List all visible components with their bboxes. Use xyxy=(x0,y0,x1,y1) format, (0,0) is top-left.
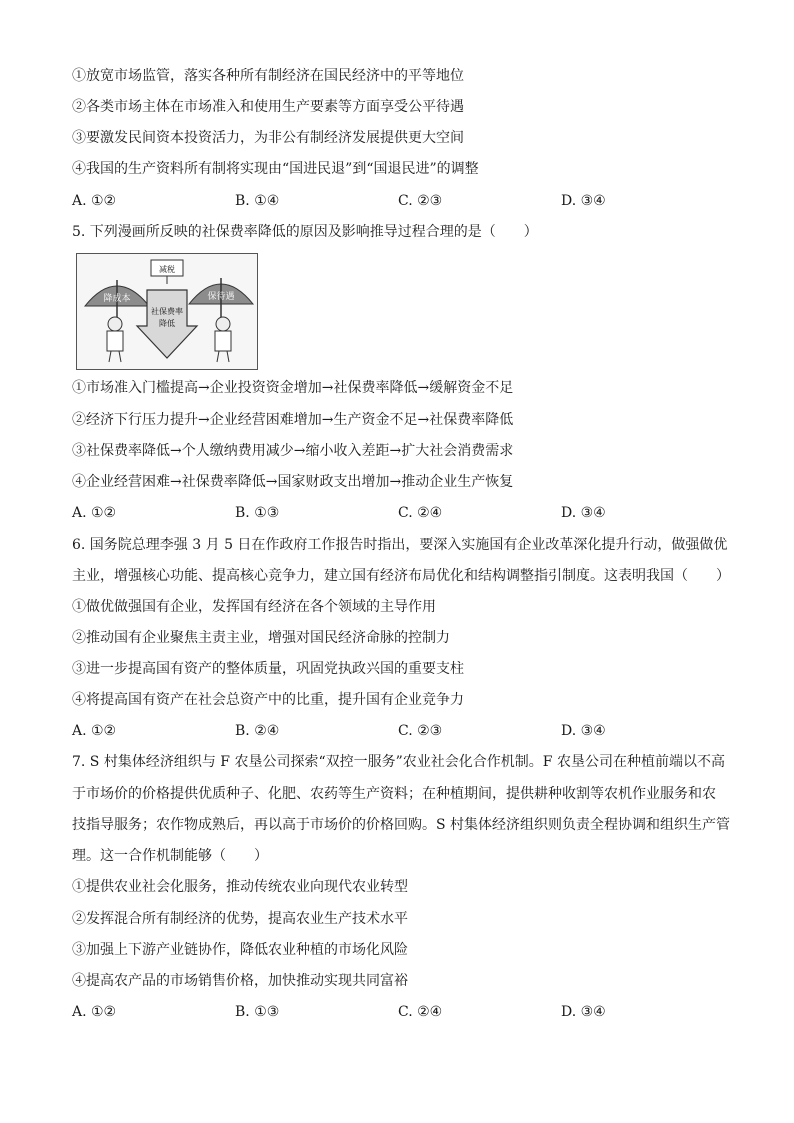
q5-option-3: ③社保费率降低→个人缴纳费用减少→缩小收入差距→扩大社会消费需求 xyxy=(72,443,514,459)
q6-option-1: ①做优做强国有企业，发挥国有经济在各个领域的主导作用 xyxy=(72,599,436,615)
q7-option-4: ④提高农产品的市场销售价格，加快推动实现共同富裕 xyxy=(72,973,408,989)
q5-option-1: ①市场准入门槛提高→企业投资资金增加→社保费率降低→缓解资金不足 xyxy=(72,380,514,396)
left-person-body-icon xyxy=(107,331,123,351)
q5-cartoon xyxy=(76,253,258,370)
q4-choice-a[interactable]: A. ①② xyxy=(72,193,117,209)
sign-label: 减税 xyxy=(159,265,175,274)
q5-choice-b[interactable]: B. ①③ xyxy=(235,505,280,521)
q5-choice-a[interactable]: A. ①② xyxy=(72,505,117,521)
q5-choice-c[interactable]: C. ②④ xyxy=(398,505,443,521)
q7-stem-line-4: 理。这一合作机制能够（ ） xyxy=(72,848,268,864)
right-umbrella-label: 保待遇 xyxy=(207,292,235,302)
q6-option-3: ③进一步提高国有资产的整体质量，巩固党执政兴国的重要支柱 xyxy=(72,661,464,677)
q7-choice-d[interactable]: D. ③④ xyxy=(561,1004,606,1020)
q6-stem-line-2: 主业，增强核心功能、提高核心竞争力，建立国有经济布局优化和结构调整指引制度。这表明我国（ ） xyxy=(72,568,730,584)
q5-choices xyxy=(72,503,732,523)
q4-choice-d[interactable]: D. ③④ xyxy=(561,193,606,209)
q7-choice-a[interactable]: A. ①② xyxy=(72,1004,117,1020)
q5-stem: 5. 下列漫画所反映的社保费率降低的原因及影响推导过程合理的是（ ） xyxy=(72,224,538,240)
arrow-label-2: 降低 xyxy=(159,319,175,328)
q5-option-2: ②经济下行压力提升→企业经营困难增加→生产资金不足→社保费率降低 xyxy=(72,412,514,428)
q4-choice-c[interactable]: C. ②③ xyxy=(398,193,443,209)
q4-option-2: ②各类市场主体在市场准入和使用生产要素等方面享受公平待遇 xyxy=(72,99,464,115)
q7-option-3: ③加强上下游产业链协作，降低农业种植的市场化风险 xyxy=(72,942,408,958)
q4-choices xyxy=(72,191,732,211)
left-person-head-icon xyxy=(108,317,122,331)
q4-option-3: ③要激发民间资本投资活力，为非公有制经济发展提供更大空间 xyxy=(72,130,464,146)
q7-stem-line-1: 7. S 村集体经济组织与 F 农垦公司探索“双控一服务”农业社会化合作机制。F 农垦公司在种植前端以不高 xyxy=(72,754,725,770)
q7-option-2: ②发挥混合所有制经济的优势，提高农业生产技术水平 xyxy=(72,911,408,927)
arrow-label-1: 社保费率 xyxy=(151,307,183,316)
q7-stem-line-3: 技指导服务；农作物成熟后，再以高于市场价的价格回购。S 村集体经济组织则负责全程协调和组织生产管 xyxy=(72,817,731,833)
q7-choices xyxy=(72,1002,732,1022)
q7-stem-line-2: 于市场价的价格提供优质种子、化肥、农药等生产资料；在种植期间，提供耕种收割等农机作业服务和农 xyxy=(72,786,716,802)
q4-choice-b[interactable]: B. ①④ xyxy=(235,193,280,209)
q5-choice-d[interactable]: D. ③④ xyxy=(561,505,606,521)
q6-choices xyxy=(72,721,732,741)
q6-choice-a[interactable]: A. ①② xyxy=(72,723,117,739)
q6-option-2: ②推动国有企业聚焦主责主业，增强对国民经济命脉的控制力 xyxy=(72,630,450,646)
q6-stem-line-1: 6. 国务院总理李强 3 月 5 日在作政府工作报告时指出，要深入实施国有企业改革深化提升行动，做强做优 xyxy=(72,537,728,553)
q4-option-4: ④我国的生产资料所有制将实现由“国进民退”到“国退民进”的调整 xyxy=(72,161,479,177)
right-person-body-icon xyxy=(215,331,231,351)
q6-choice-d[interactable]: D. ③④ xyxy=(561,723,606,739)
q6-option-4: ④将提高国有资产在社会总资产中的比重，提升国有企业竞争力 xyxy=(72,692,464,708)
left-umbrella-label: 降成本 xyxy=(103,294,131,304)
q7-choice-c[interactable]: C. ②④ xyxy=(398,1004,443,1020)
q4-option-1: ①放宽市场监管，落实各种所有制经济在国民经济中的平等地位 xyxy=(72,68,464,84)
q7-choice-b[interactable]: B. ①③ xyxy=(235,1004,280,1020)
q6-choice-b[interactable]: B. ②④ xyxy=(235,723,280,739)
q6-choice-c[interactable]: C. ②③ xyxy=(398,723,443,739)
q7-option-1: ①提供农业社会化服务，推动传统农业向现代农业转型 xyxy=(72,879,408,895)
q5-option-4: ④企业经营困难→社保费率降低→国家财政支出增加→推动企业生产恢复 xyxy=(72,474,514,490)
right-person-head-icon xyxy=(216,317,230,331)
cartoon-drawing xyxy=(77,254,257,369)
